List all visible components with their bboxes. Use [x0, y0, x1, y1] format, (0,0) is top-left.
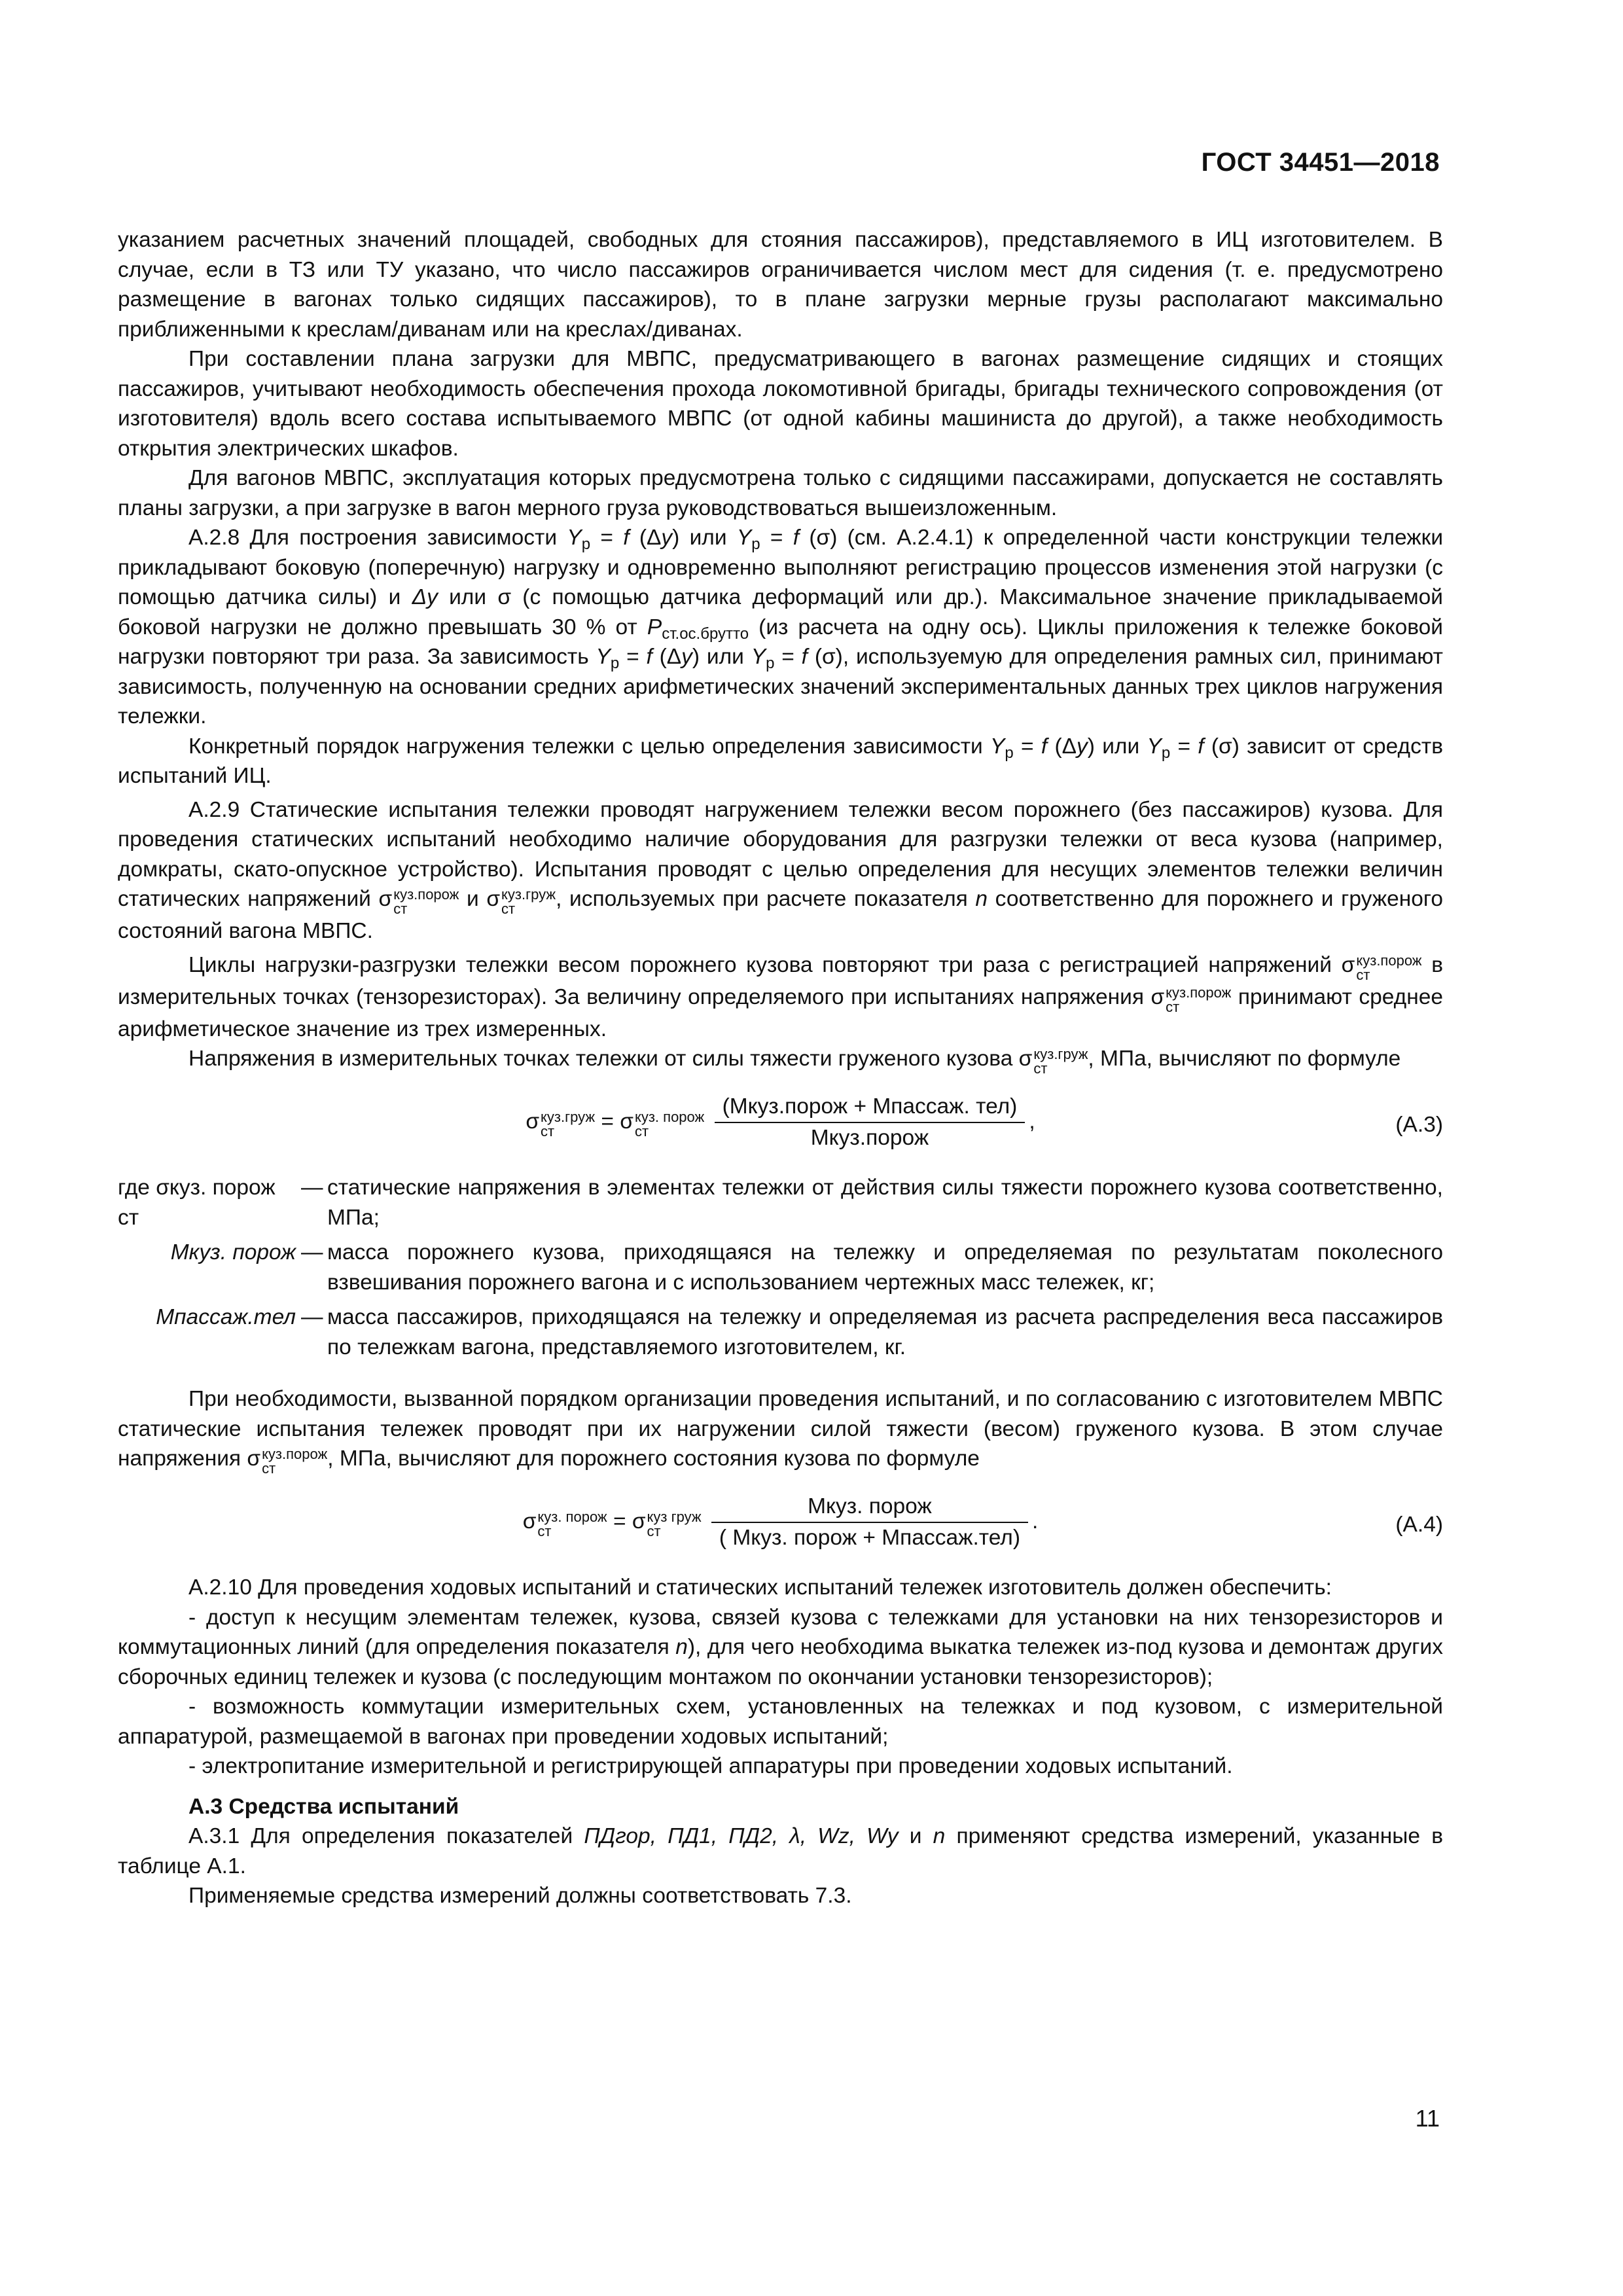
where-item: Mпассаж.тел — масса пассажиров, приходящаяся на тележку и определяемая из расчета распределения веса пассажиров по тележкам вагона, представляемого изготовителем, кг.: [156, 1305, 1443, 1359]
paragraph-continuation: указанием расчетных значений площадей, свободных для стояния пассажиров), представляемого в ИЦ изготовителем. В случае, если в ТЗ или ТУ указано, что число пассажиров ограничивается числом мест для сидения (т. е. предусмотрено размещение в вагонах только сидящих пассажиров), то в плане загрузки мерные грузы располагают максимально приближенными к креслам/диванам или на креслах/диванах.: [118, 228, 1443, 342]
bullet-power: - электропитание измерительной и регистрирующей аппаратуры при проведении ходовых испытаний.: [188, 1754, 1233, 1778]
formula-a4: σ куз. порож ст = σ куз груж ст $\frac{\text{Mкуз. порож}}{\text{( Mкуз. порож + Mпассаж.тел)}}$ . (А.4): [118, 1492, 1443, 1560]
formula-a3: σ куз.груж ст = σ куз. порож ст $\frac{\text{(Mкуз.порож + Mпассаж. тел)}}{\text{Mкуз.порож}}$ , (А.3): [118, 1092, 1443, 1160]
paragraph-a-2-10: А.2.10 Для проведения ходовых испытаний и статических испытаний тележек изготовитель должен обеспечить:: [188, 1575, 1332, 1600]
page-number: 11: [1415, 2105, 1440, 2132]
formula-a3-denominator: Mкуз.порож: [810, 1126, 929, 1150]
indicators-list: ПДгор, ПД1, ПД2, λ, Wz, Wy: [584, 1824, 899, 1848]
formula-a4-fraction: [711, 1492, 1028, 1553]
delta-y-symbol: Δy: [412, 585, 438, 609]
paragraph-conformity: Применяемые средства измерений должны соответствовать 7.3.: [188, 1884, 852, 1908]
paragraph-seated-only: Для вагонов МВПС, эксплуатация которых предусмотрена только с сидящими пассажирами, допускается не составлять планы загрузки, а при загрузке в вагон мерного груза руководствоваться вышеизложенным.: [118, 466, 1443, 520]
formula-a4-numerator: Mкуз. порож: [711, 1492, 1028, 1523]
paragraph-a-2-8: А.2.8 Для построения зависимости $Y_р = f$ (Δy) или $Y_р = f$ (σ) (см. А.2.4.1) к определенной части конструкции тележки прикладывают боковую (поперечную) нагрузку и одновременно выполняют регистрацию процессов изменения этой нагрузки (с помощью датчика силы) и Δy или σ (с помощью датчика деформаций или др.). Максимальное значение прикладываемой боковой нагрузки не должно превышать 30 % от $P_{ст.ос.брутто}$ (из расчета на одну ось). Циклы приложения к тележке боковой нагрузки повторяют три раза. За зависимость $Y_р = f$ (Δy) или $Y_р = f$ (σ), используемую для определения рамных сил, принимают зависимость, полученную на основании средних арифметических значений экспериментальных данных трех циклов нагружения тележки.: [118, 526, 1444, 728]
paragraph-loaded-stress: Напряжения в измерительных точках тележки от силы тяжести груженого кузова σ куз.груж ст , МПа, вычисляют по формуле: [188, 1046, 1401, 1077]
section-title-a3: А.3 Средства испытаний: [188, 1794, 459, 1819]
standard-header: ГОСТ 34451—2018: [1201, 148, 1440, 177]
paragraph-a-3-1: А.3.1 Для определения показателей ПДгор, ПД1, ПД2, λ, Wz, Wy и n применяют средства измерений, указанные в таблице А.1.: [118, 1824, 1444, 1878]
paragraph-a-2-9: А.2.9 Статические испытания тележки проводят нагружением тележки весом порожнего (без пассажиров) кузова. Для проведения статических испытаний необходимо наличие оборудования для разгрузки тележки от веса кузова (например, домкраты, скато-опускное устройство). Испытания проводят с целью определения для несущих элементов тележки величин статических напряжений σ куз.порож ст и σ куз.груж ст , используемых при расчете показателя n соответственно для порожнего и груженого состояний вагона МВПС.: [118, 797, 1444, 943]
where-list: [118, 1173, 1443, 1362]
where-item: Mкуз. порож — масса порожнего кузова, приходящаяся на тележку и определяемая по результатам поколесного взвешивания порожнего вагона и с использованием чертежных масс тележек, кг;: [170, 1240, 1443, 1295]
where-item: где σкуз. порож ст — статические напряжения в элементах тележки от действия силы тяжести порожнего кузова соответственно, МПа;: [118, 1175, 1443, 1230]
bullet-access: - доступ к несущим элементам тележек, кузова, связей кузова с тележками для установки на них тензорезисторов и коммутационных линий (для определения показателя n), для чего необходима выкатка тележек из-под кузова и демонтаж других сборочных единиц тележек и кузова (с последующим монтажом по окончании установки тензорезисторов);: [118, 1605, 1443, 1689]
paragraph-loaded-test-option: При необходимости, вызванной порядком организации проведения испытаний, и по согласованию с изготовителем МВПС статические испытания тележек проводят при их нагружении силой тяжести (весом) груженого кузова. В этом случае напряжения σ куз.порож ст , МПа, вычисляют для порожнего состояния кузова по формуле: [118, 1387, 1443, 1477]
paragraph-loading-order: Конкретный порядок нагружения тележки с целью определения зависимости $Y_р = f$ (Δy) или $Y_р = f$ (σ) зависит от средств испытаний ИЦ.: [118, 734, 1443, 788]
formula-a3-fraction: [715, 1092, 1026, 1153]
formula-a4-number: (А.4): [1395, 1513, 1443, 1537]
paragraph-loading-plan: При составлении плана загрузки для МВПС, предусматривающего в вагонах размещение сидящих и стоящих пассажиров, учитывают необходимость обеспечения прохода локомотивной бригады, бригады технического сопровождения (от изготовителя) вдоль всего состава испытываемого МВПС (от одной кабины машиниста до другой), а также необходимость открытия электрических шкафов.: [118, 347, 1443, 461]
bullet-switching: - возможность коммутации измерительных схем, установленных на тележках и под кузовом, с измерительной аппаратурой, размещаемой в вагонах при проведении ходовых испытаний;: [118, 1695, 1443, 1749]
paragraph-load-cycles: Циклы нагрузки-разгрузки тележки весом порожнего кузова повторяют три раза с регистрацией напряжений σ куз.порож ст в измерительных точках (тензорезисторах). За величину определяемого при испытаниях напряжения σ куз.порож ст принимают среднее арифметическое значение из трех измеренных.: [118, 952, 1444, 1041]
body-text: [118, 225, 1443, 1911]
formula-a3-numerator: (Mкуз.порож + Mпассаж. тел): [715, 1092, 1026, 1123]
formula-a4-denominator: ( Mкуз. порож + Mпассаж.тел): [719, 1526, 1020, 1550]
formula-a3-number: (А.3): [1395, 1113, 1443, 1137]
